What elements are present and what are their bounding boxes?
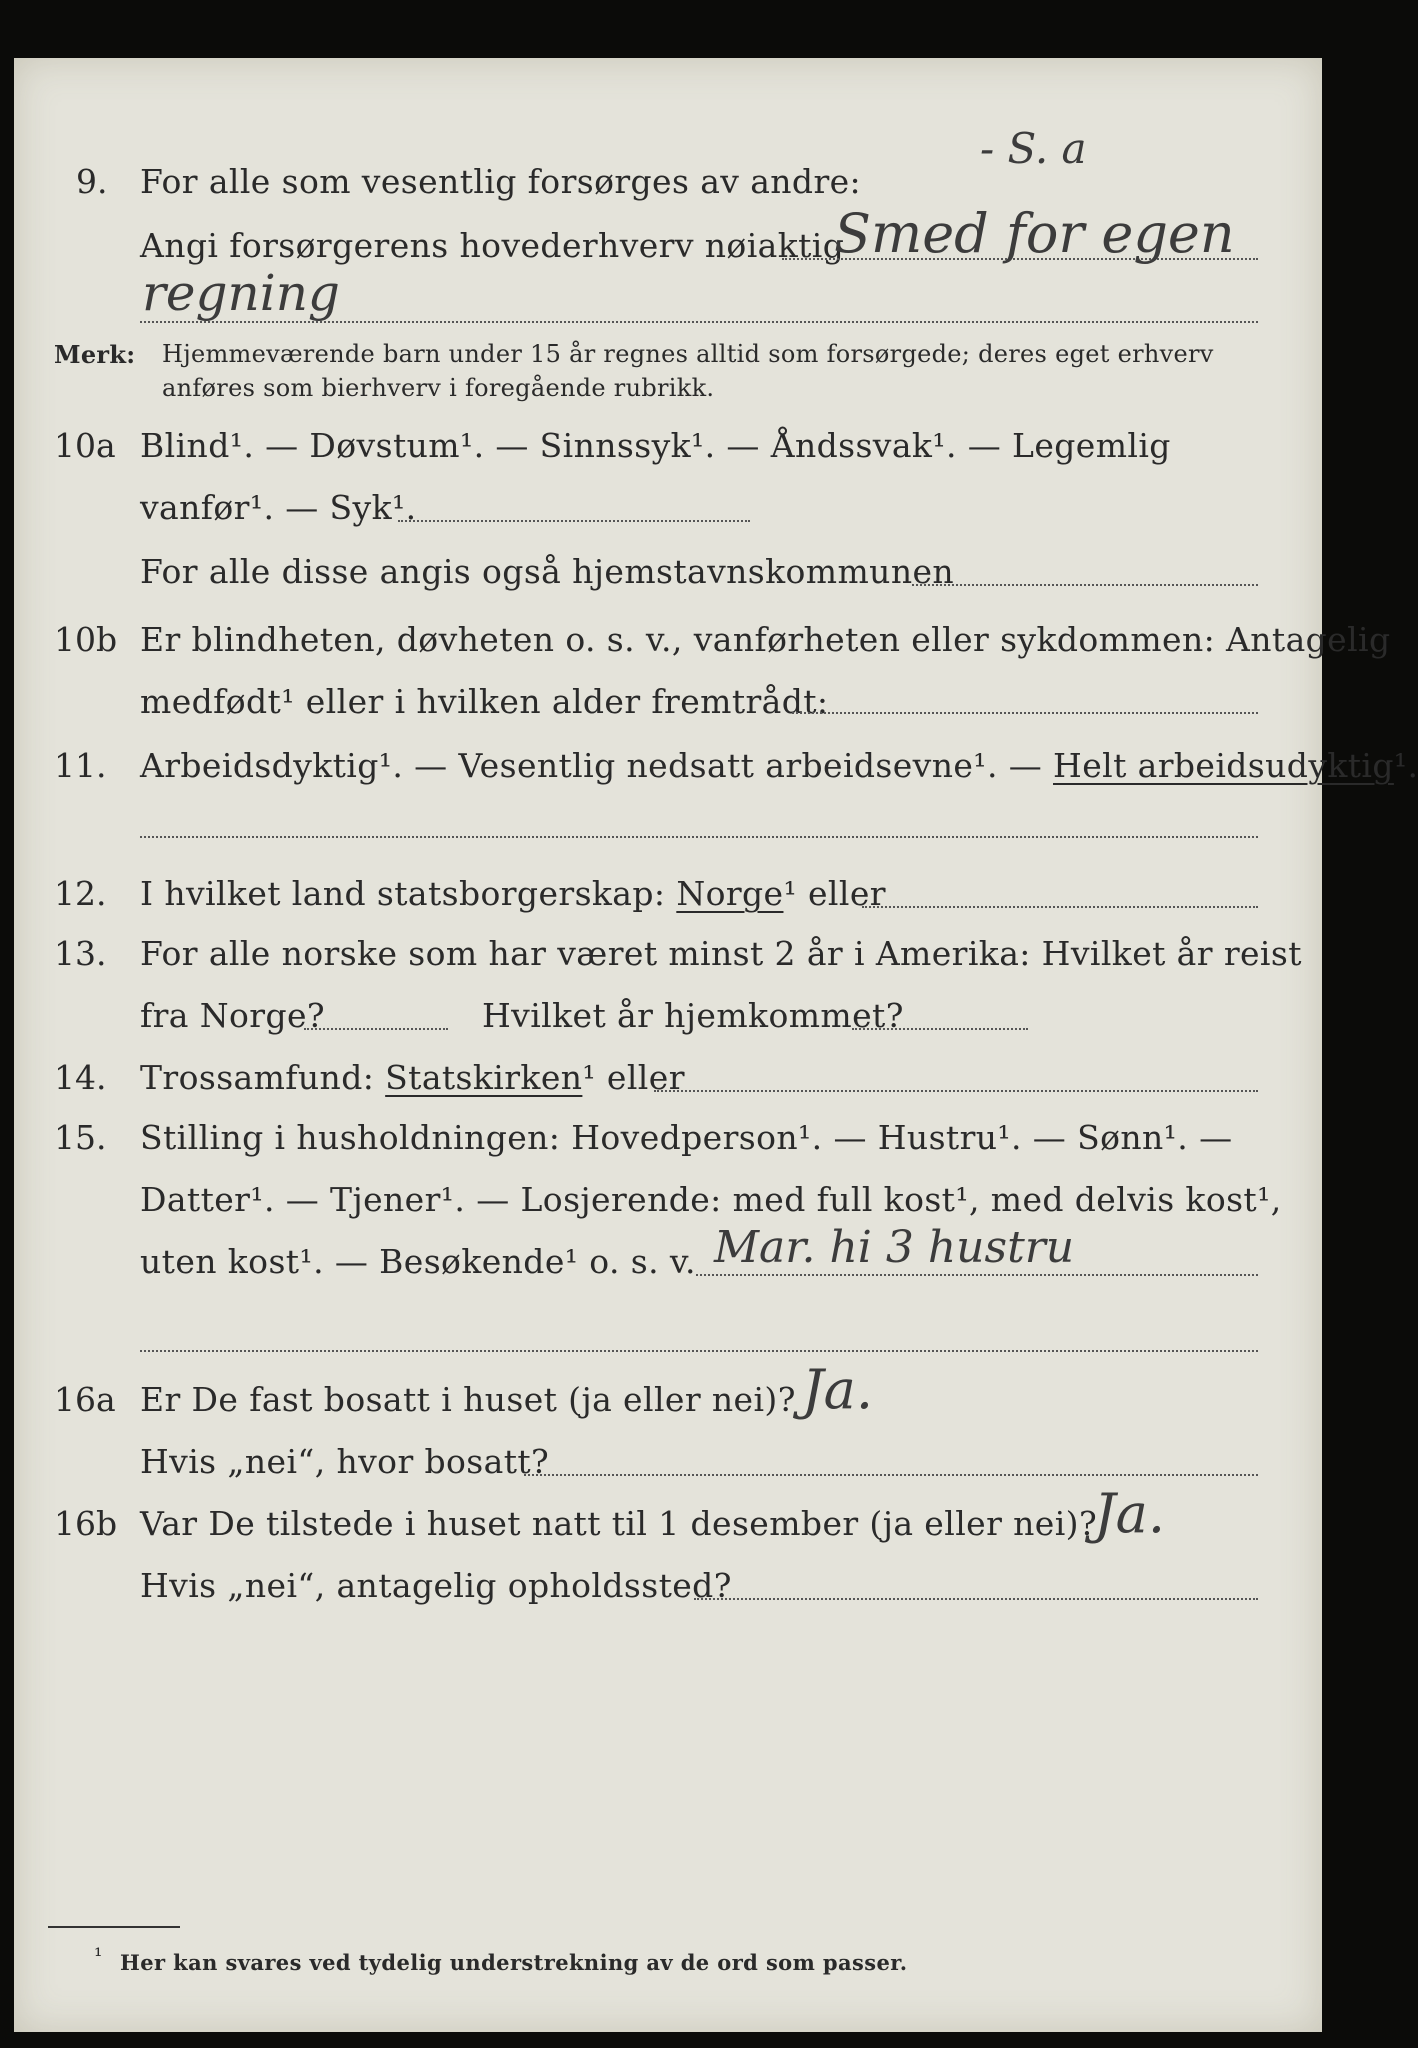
q15-line2: Datter¹. — Tjener¹. — Losjerende: med full kost¹, med delvis kost¹,	[140, 1180, 1282, 1219]
q11-line	[140, 746, 1418, 785]
q11-selected-option: Helt arbeidsudyktig	[1053, 746, 1394, 785]
q10b-answer-line	[792, 712, 1258, 714]
q16b-answer-line	[694, 1598, 1258, 1600]
q10a-line2: vanfør¹. — Syk¹.	[140, 488, 417, 527]
question-number-16a: 16a	[54, 1380, 116, 1419]
q15-line3: uten kost¹. — Besøkende¹ o. s. v.	[140, 1242, 696, 1281]
q10b-line2: medfødt¹ eller i hvilken alder fremtrådt:	[140, 682, 829, 721]
q16b-line2: Hvis „nei“, antagelig opholdssted?	[140, 1566, 732, 1605]
q10a-line3: For alle disse angis også hjemstavnskommunen	[140, 552, 955, 591]
merk-line1: Hjemmeværende barn under 15 år regnes alltid som forsørgede; deres eget erhverv	[162, 340, 1214, 368]
q16a-answer-handwritten: Ja.	[802, 1358, 874, 1421]
q11-options: Arbeidsdyktig¹. — Vesentlig nedsatt arbeidsevne¹. —	[140, 746, 1054, 785]
q11-answer-line	[140, 836, 1258, 838]
q15-answer-handwritten: Mar. hi 3 hustru	[714, 1222, 1075, 1273]
q11-footnote-mark: ¹.	[1393, 746, 1418, 785]
q12-answer-line	[862, 906, 1258, 908]
q14-selected-option: Statskirken	[385, 1058, 583, 1097]
question-number-11: 11.	[54, 746, 107, 785]
q14-line	[140, 1058, 685, 1097]
merk-line2: anføres som bierhverv i foregående rubrikk.	[162, 374, 715, 402]
question-number-9: 9.	[76, 162, 108, 201]
q15-line1: Stilling i husholdningen: Hovedperson¹. — Hustru¹. — Sønn¹. —	[140, 1118, 1233, 1157]
q12-tail: ¹ eller	[783, 874, 886, 913]
footnote-rule	[48, 1926, 180, 1928]
q16a-answer-line	[524, 1474, 1258, 1476]
q12-question: I hvilket land statsborgerskap:	[140, 874, 677, 913]
question-number-15: 15.	[54, 1118, 107, 1157]
q9-line2: Angi forsørgerens hovederhverv nøiaktig	[140, 226, 845, 265]
question-number-10a: 10a	[54, 426, 116, 465]
q13-reist-line	[304, 1028, 448, 1030]
q10b-line1: Er blindheten, døvheten o. s. v., vanførheten eller sykdommen: Antagelig	[140, 620, 1391, 659]
q9-answer-handwritten-2: regning	[142, 264, 340, 322]
q13-line2a: fra Norge?	[140, 996, 326, 1035]
q15-answer-line1	[696, 1274, 1258, 1276]
census-form-page	[14, 58, 1418, 2032]
q13-line1: For alle norske som har været minst 2 år i Amerika: Hvilket år reist	[140, 934, 1302, 973]
q15-answer-line2	[140, 1350, 1258, 1352]
q12-line	[140, 874, 886, 913]
q16a-line1: Er De fast bosatt i huset (ja eller nei)?	[140, 1380, 796, 1419]
q16a-line2: Hvis „nei“, hvor bosatt?	[140, 1442, 550, 1481]
q9-answer-handwritten-1: Smed for egen	[834, 202, 1235, 265]
question-number-10b: 10b	[54, 620, 118, 659]
q10a-hjemstavn-line	[912, 584, 1258, 586]
q16b-line1: Var De tilstede i huset natt til 1 desember (ja eller nei)?	[140, 1504, 1098, 1543]
footnote-text: Her kan svares ved tydelig understrekning av de ord som passer.	[120, 1950, 908, 1975]
q14-question: Trossamfund:	[140, 1058, 386, 1097]
question-number-12: 12.	[54, 874, 107, 913]
question-number-13: 13.	[54, 934, 107, 973]
q10a-syk-line	[398, 520, 750, 522]
q13-hjemkommet-line	[852, 1028, 1028, 1030]
q14-answer-line	[654, 1090, 1258, 1092]
q12-selected-option: Norge	[676, 874, 784, 913]
q16b-answer-handwritten: Ja.	[1094, 1482, 1166, 1545]
q13-line2b: Hvilket år hjemkommet?	[482, 996, 904, 1035]
question-number-16b: 16b	[54, 1504, 118, 1543]
footnote-marker: ¹	[94, 1944, 103, 1968]
merk-label: Merk:	[54, 340, 136, 369]
question-number-14: 14.	[54, 1058, 107, 1097]
q10a-line1: Blind¹. — Døvstum¹. — Sinnssyk¹. — Åndssvak¹. — Legemlig	[140, 426, 1171, 465]
q9-line1: For alle som vesentlig forsørges av andre:	[140, 162, 862, 201]
margin-note: - S. a	[980, 124, 1087, 173]
q14-tail: ¹ eller	[582, 1058, 685, 1097]
